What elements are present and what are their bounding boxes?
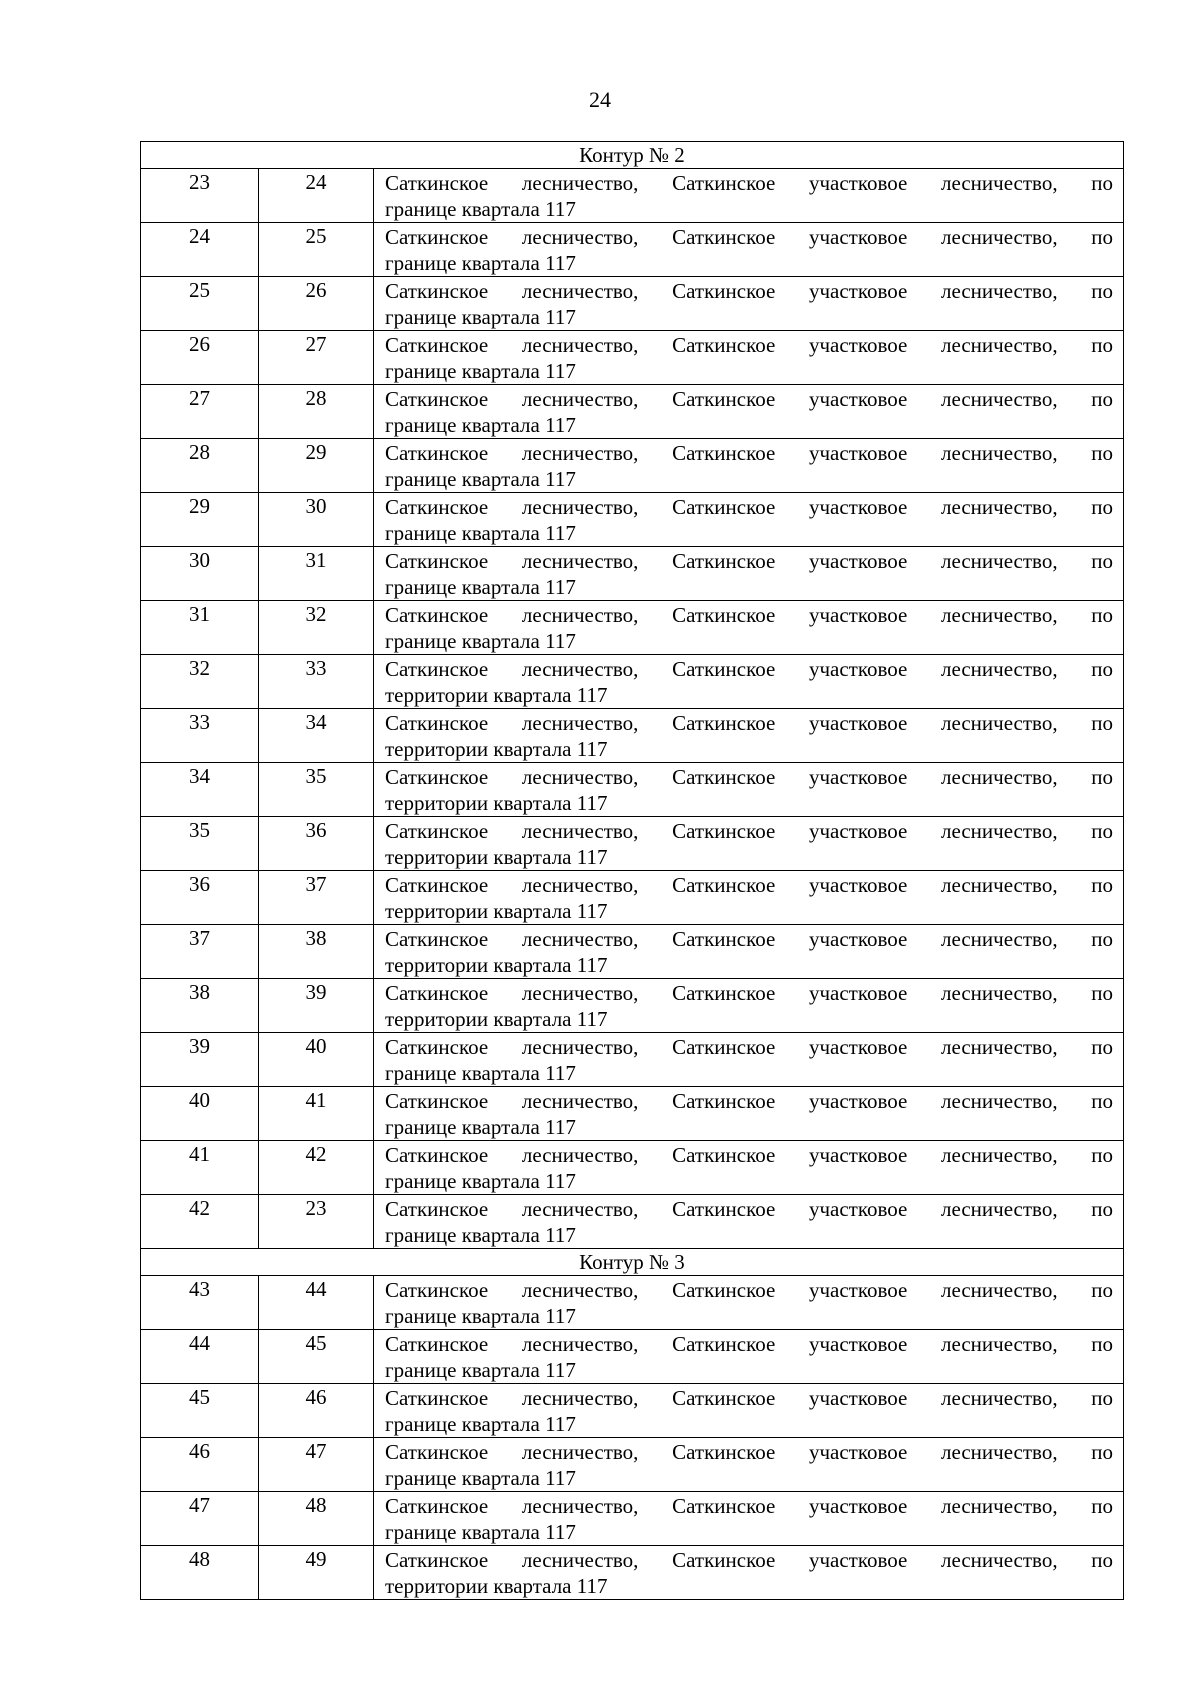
point-from-cell: 43 [141, 1276, 259, 1330]
description-line-2: границе квартала 117 [385, 1412, 576, 1436]
description-line-1: Саткинское лесничество, Саткинское участковое лесничество, по [385, 1386, 1113, 1410]
description-line-2: границе квартала 117 [385, 305, 576, 329]
table-row [141, 1492, 1124, 1546]
boundary-description-cell [374, 1492, 1124, 1546]
table-row [141, 1384, 1124, 1438]
point-from-cell: 25 [141, 277, 259, 331]
point-from-cell: 31 [141, 601, 259, 655]
description-line-1: Саткинское лесничество, Саткинское участковое лесничество, по [385, 1440, 1113, 1464]
point-to-cell: 36 [259, 817, 374, 871]
table-row [141, 169, 1124, 223]
description-line-2: границе квартала 117 [385, 629, 576, 653]
boundary-description-cell [374, 1141, 1124, 1195]
point-from-cell: 34 [141, 763, 259, 817]
boundary-description-cell [374, 277, 1124, 331]
description-line-1: Саткинское лесничество, Саткинское участковое лесничество, по [385, 711, 1113, 735]
description-line-1: Саткинское лесничество, Саткинское участковое лесничество, по [385, 1494, 1113, 1518]
boundary-description-cell [374, 1087, 1124, 1141]
description-line-1: Саткинское лесничество, Саткинское участковое лесничество, по [385, 333, 1113, 357]
boundary-description-cell [374, 1033, 1124, 1087]
description-line-1: Саткинское лесничество, Саткинское участковое лесничество, по [385, 1278, 1113, 1302]
point-to-cell: 24 [259, 169, 374, 223]
table-row [141, 763, 1124, 817]
boundary-description-cell [374, 1195, 1124, 1249]
boundary-description-cell [374, 817, 1124, 871]
contour-title: Контур № 3 [141, 1249, 1124, 1276]
point-from-cell: 46 [141, 1438, 259, 1492]
description-line-1: Саткинское лесничество, Саткинское участковое лесничество, по [385, 765, 1113, 789]
point-to-cell: 26 [259, 277, 374, 331]
point-to-cell: 23 [259, 1195, 374, 1249]
boundary-description-cell [374, 1546, 1124, 1600]
description-line-2: границе квартала 117 [385, 521, 576, 545]
table-row [141, 601, 1124, 655]
point-from-cell: 42 [141, 1195, 259, 1249]
description-line-2: территории квартала 117 [385, 683, 608, 707]
description-line-2: территории квартала 117 [385, 737, 608, 761]
description-line-2: границе квартала 117 [385, 1115, 576, 1139]
description-line-2: границе квартала 117 [385, 1358, 576, 1382]
description-line-2: границе квартала 117 [385, 251, 576, 275]
description-line-1: Саткинское лесничество, Саткинское участковое лесничество, по [385, 603, 1113, 627]
description-line-1: Саткинское лесничество, Саткинское участковое лесничество, по [385, 387, 1113, 411]
boundary-description-cell [374, 925, 1124, 979]
description-line-2: границе квартала 117 [385, 575, 576, 599]
point-from-cell: 36 [141, 871, 259, 925]
table-row [141, 277, 1124, 331]
page-number: 24 [589, 87, 611, 112]
point-to-cell: 29 [259, 439, 374, 493]
point-from-cell: 48 [141, 1546, 259, 1600]
point-to-cell: 38 [259, 925, 374, 979]
point-from-cell: 41 [141, 1141, 259, 1195]
point-from-cell: 23 [141, 169, 259, 223]
point-to-cell: 28 [259, 385, 374, 439]
table-row [141, 223, 1124, 277]
boundary-description-cell [374, 1276, 1124, 1330]
boundary-description-cell [374, 439, 1124, 493]
point-to-cell: 30 [259, 493, 374, 547]
point-to-cell: 47 [259, 1438, 374, 1492]
description-line-1: Саткинское лесничество, Саткинское участковое лесничество, по [385, 927, 1113, 951]
point-from-cell: 44 [141, 1330, 259, 1384]
description-line-2: территории квартала 117 [385, 1574, 608, 1598]
description-line-1: Саткинское лесничество, Саткинское участковое лесничество, по [385, 495, 1113, 519]
boundary-description-cell [374, 223, 1124, 277]
description-line-2: границе квартала 117 [385, 1169, 576, 1193]
boundary-description-cell [374, 655, 1124, 709]
description-line-1: Саткинское лесничество, Саткинское участковое лесничество, по [385, 873, 1113, 897]
description-line-2: границе квартала 117 [385, 1520, 576, 1544]
description-line-1: Саткинское лесничество, Саткинское участковое лесничество, по [385, 1332, 1113, 1356]
boundary-description-cell [374, 493, 1124, 547]
description-line-2: границе квартала 117 [385, 413, 576, 437]
description-line-2: территории квартала 117 [385, 791, 608, 815]
point-from-cell: 39 [141, 1033, 259, 1087]
point-to-cell: 33 [259, 655, 374, 709]
description-line-1: Саткинское лесничество, Саткинское участковое лесничество, по [385, 981, 1113, 1005]
table-row [141, 439, 1124, 493]
point-from-cell: 26 [141, 331, 259, 385]
point-to-cell: 46 [259, 1384, 374, 1438]
description-line-2: территории квартала 117 [385, 1007, 608, 1031]
point-to-cell: 34 [259, 709, 374, 763]
point-to-cell: 41 [259, 1087, 374, 1141]
point-from-cell: 45 [141, 1384, 259, 1438]
description-line-2: границе квартала 117 [385, 1466, 576, 1490]
table-row [141, 979, 1124, 1033]
table-row [141, 709, 1124, 763]
point-from-cell: 32 [141, 655, 259, 709]
table-row [141, 493, 1124, 547]
contour-header-row [141, 142, 1124, 169]
point-from-cell: 37 [141, 925, 259, 979]
description-line-1: Саткинское лесничество, Саткинское участковое лесничество, по [385, 1548, 1113, 1572]
contour-title: Контур № 2 [141, 142, 1124, 169]
point-from-cell: 27 [141, 385, 259, 439]
point-from-cell: 33 [141, 709, 259, 763]
description-line-1: Саткинское лесничество, Саткинское участковое лесничество, по [385, 171, 1113, 195]
table-row [141, 331, 1124, 385]
point-to-cell: 25 [259, 223, 374, 277]
description-line-1: Саткинское лесничество, Саткинское участковое лесничество, по [385, 1143, 1113, 1167]
point-to-cell: 37 [259, 871, 374, 925]
table-row [141, 1546, 1124, 1600]
table-row [141, 385, 1124, 439]
table-row [141, 1033, 1124, 1087]
description-line-2: границе квартала 117 [385, 1061, 576, 1085]
boundary-table [140, 141, 1124, 1600]
table-row [141, 1330, 1124, 1384]
point-to-cell: 35 [259, 763, 374, 817]
description-line-1: Саткинское лесничество, Саткинское участковое лесничество, по [385, 1035, 1113, 1059]
table-row [141, 1141, 1124, 1195]
point-to-cell: 32 [259, 601, 374, 655]
point-to-cell: 27 [259, 331, 374, 385]
point-from-cell: 35 [141, 817, 259, 871]
table-row [141, 655, 1124, 709]
boundary-description-cell [374, 763, 1124, 817]
description-line-1: Саткинское лесничество, Саткинское участковое лесничество, по [385, 279, 1113, 303]
description-line-2: территории квартала 117 [385, 953, 608, 977]
point-to-cell: 45 [259, 1330, 374, 1384]
point-from-cell: 24 [141, 223, 259, 277]
description-line-1: Саткинское лесничество, Саткинское участковое лесничество, по [385, 1197, 1113, 1221]
boundary-description-cell [374, 331, 1124, 385]
boundary-description-cell [374, 979, 1124, 1033]
table-row [141, 1438, 1124, 1492]
boundary-description-cell [374, 709, 1124, 763]
description-line-2: границе квартала 117 [385, 1304, 576, 1328]
point-to-cell: 49 [259, 1546, 374, 1600]
point-to-cell: 31 [259, 547, 374, 601]
table-row [141, 1087, 1124, 1141]
description-line-2: границе квартала 117 [385, 197, 576, 221]
point-to-cell: 48 [259, 1492, 374, 1546]
boundary-description-cell [374, 601, 1124, 655]
description-line-1: Саткинское лесничество, Саткинское участковое лесничество, по [385, 819, 1113, 843]
boundary-description-cell [374, 1330, 1124, 1384]
point-from-cell: 38 [141, 979, 259, 1033]
table-row [141, 925, 1124, 979]
point-from-cell: 47 [141, 1492, 259, 1546]
description-line-2: территории квартала 117 [385, 845, 608, 869]
table-row [141, 1195, 1124, 1249]
description-line-1: Саткинское лесничество, Саткинское участковое лесничество, по [385, 657, 1113, 681]
table-body [141, 142, 1124, 1600]
table-row [141, 871, 1124, 925]
boundary-description-cell [374, 385, 1124, 439]
point-from-cell: 29 [141, 493, 259, 547]
description-line-1: Саткинское лесничество, Саткинское участковое лесничество, по [385, 1089, 1113, 1113]
table-row [141, 817, 1124, 871]
point-to-cell: 44 [259, 1276, 374, 1330]
boundary-description-cell [374, 871, 1124, 925]
description-line-2: территории квартала 117 [385, 899, 608, 923]
boundary-description-cell [374, 547, 1124, 601]
boundary-description-cell [374, 169, 1124, 223]
description-line-2: границе квартала 117 [385, 1223, 576, 1247]
point-to-cell: 40 [259, 1033, 374, 1087]
point-from-cell: 28 [141, 439, 259, 493]
point-from-cell: 30 [141, 547, 259, 601]
description-line-1: Саткинское лесничество, Саткинское участковое лесничество, по [385, 549, 1113, 573]
boundary-description-cell [374, 1384, 1124, 1438]
table-row [141, 547, 1124, 601]
boundary-description-cell [374, 1438, 1124, 1492]
table-row [141, 1276, 1124, 1330]
point-to-cell: 39 [259, 979, 374, 1033]
description-line-1: Саткинское лесничество, Саткинское участковое лесничество, по [385, 441, 1113, 465]
point-from-cell: 40 [141, 1087, 259, 1141]
description-line-2: границе квартала 117 [385, 359, 576, 383]
description-line-2: границе квартала 117 [385, 467, 576, 491]
contour-header-row [141, 1249, 1124, 1276]
description-line-1: Саткинское лесничество, Саткинское участковое лесничество, по [385, 225, 1113, 249]
point-to-cell: 42 [259, 1141, 374, 1195]
